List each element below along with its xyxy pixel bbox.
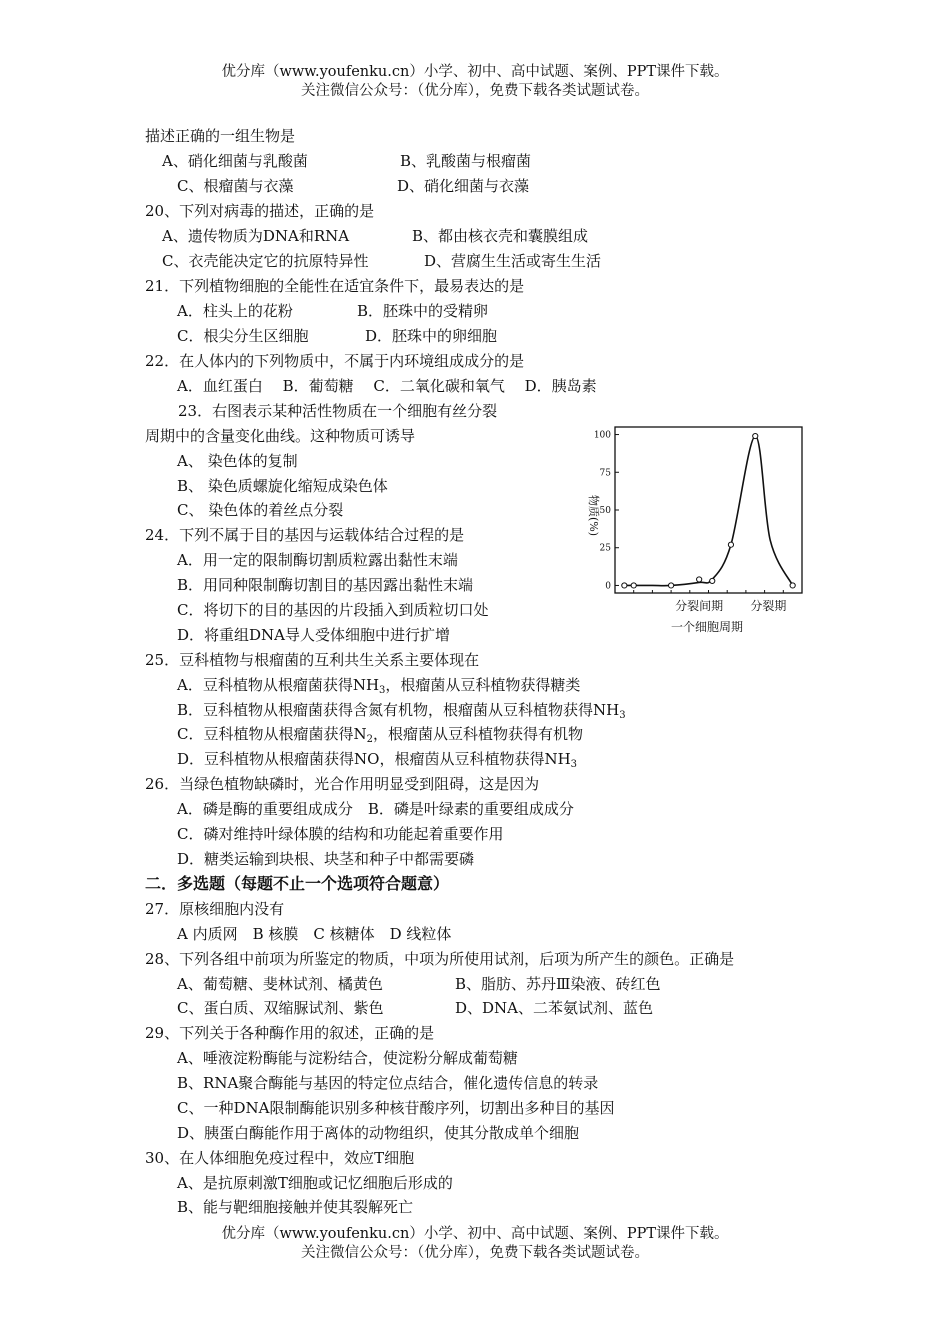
y-tick-label: 0	[605, 581, 611, 592]
q28-option-b: B、脂肪、苏丹Ⅲ染液、砖红色	[455, 975, 661, 993]
page-header	[0, 63, 950, 101]
activity-curve-chart	[570, 415, 820, 645]
q23-option-a: A、 染色体的复制	[177, 452, 298, 470]
q21-option-b: B．胚珠中的受精卵	[357, 302, 489, 320]
q27-stem: 27．原核细胞内没有	[145, 900, 285, 918]
q22-options: A．血红蛋白 B．葡萄糖 C．二氧化碳和氧气 D．胰岛素	[177, 377, 597, 395]
q26-option-c: C．磷对维持叶绿体膜的结构和功能起着重要作用	[177, 825, 504, 843]
chart-frame	[615, 427, 802, 593]
q21-stem: 21．下列植物细胞的全能性在适宜条件下，最易表达的是	[145, 277, 525, 295]
q22-stem: 22．在人体内的下列物质中，不属于内环境组成成分的是	[145, 352, 525, 370]
q24-option-b: B．用同种限制酶切割目的基因露出黏性末端	[177, 576, 474, 594]
y-tick-label: 25	[599, 543, 611, 554]
q23-stem-1: 23．右图表示某种活性物质在一个细胞有丝分裂	[178, 402, 498, 420]
q25-c-part2: ，根瘤菌从豆科植物获得有机物	[372, 725, 583, 743]
q25-stem: 25．豆科植物与根瘤菌的互利共生关系主要体现在	[145, 651, 480, 669]
q23-option-b: B、 染色质螺旋化缩短成染色体	[177, 477, 388, 495]
curve-point	[710, 578, 715, 583]
curve-point	[631, 583, 636, 588]
curve-point	[697, 577, 702, 582]
curve-point	[669, 583, 674, 588]
chart-curve	[622, 433, 796, 588]
chart-x-phase-interphase: 分裂间期	[675, 599, 724, 613]
q23-stem-2: 周期中的含量变化曲线。这种物质可诱导	[145, 427, 416, 445]
q25-d-part1: D．豆科植物从根瘤菌获得NO，根瘤茵从豆科植物获得NH	[177, 750, 571, 768]
footer-line-1: 优分库（www.youfenku.cn）小学、初中、高中试题、案例、PPT课件下载。	[221, 1226, 729, 1242]
q26-option-d: D．糖类运输到块根、块茎和种子中都需要磷	[177, 850, 475, 868]
q25-b-subscript: 3	[619, 710, 626, 721]
q19-option-a: A、硝化细菌与乳酸菌	[162, 152, 308, 170]
y-tick-label: 75	[599, 468, 611, 479]
q24-option-a: A．用一定的限制酶切割质粒露出黏性末端	[177, 551, 458, 569]
q21-option-d: D．胚珠中的卵细胞	[365, 327, 498, 345]
chart-labels	[587, 495, 786, 634]
chart-ticks	[594, 431, 783, 593]
q25-a-subscript: 3	[379, 685, 386, 696]
q30-option-b: B、能与靶细胞接触并使其裂解死亡	[177, 1198, 414, 1216]
q29-stem: 29、下列关于各种酶作用的叙述，正确的是	[145, 1024, 435, 1042]
q25-option-d	[177, 749, 577, 775]
q20-stem: 20、下列对病毒的描述，正确的是	[145, 202, 375, 220]
q24-option-d: D．将重组DNA导人受体细胞中进行扩增	[177, 626, 451, 644]
q25-d-subscript: 3	[570, 759, 578, 770]
q25-option-b	[177, 700, 626, 726]
q20-option-a: A、遗传物质为DNA和RNA	[162, 227, 350, 245]
chart-axes	[615, 427, 802, 593]
q20-option-b: B、都由核衣壳和囊膜组成	[412, 227, 589, 245]
q29-option-a: A、唾液淀粉酶能与淀粉结合，使淀粉分解成葡萄糖	[177, 1049, 518, 1067]
q24-option-c: C．将切下的目的基因的片段插入到质粒切口处	[177, 601, 489, 619]
page-footer	[0, 1225, 950, 1263]
q25-a-part2: ，根瘤菌从豆科植物获得糖类	[385, 676, 581, 694]
q19-option-d: D、硝化细菌与衣藻	[397, 177, 530, 195]
q25-a-part1: A．豆科植物从根瘤菌获得NH	[177, 676, 380, 694]
q19-stem-tail: 描述正确的一组生物是	[145, 127, 296, 145]
q29-option-d: D、胰蛋白酶能作用于离体的动物组织，使其分散成单个细胞	[177, 1124, 580, 1142]
q25-option-c	[177, 724, 583, 750]
header-line-2: 关注微信公众号：（优分库），免费下载各类试题试卷。	[301, 83, 649, 99]
curve-peak-point	[753, 433, 758, 438]
q25-option-a	[177, 675, 580, 701]
q23-option-c: C、 染色体的着丝点分裂	[177, 501, 344, 519]
q28-stem: 28、下列各组中前项为所鉴定的物质，中项为所使用试剂，后项为所产生的颜色。正确是	[145, 950, 735, 968]
section-heading-multiple-choice: 二．多选题（每题不止一个选项符合题意）	[145, 874, 450, 893]
q19-option-b: B、乳酸菌与根瘤菌	[400, 152, 532, 170]
q28-option-c: C、蛋白质、双缩脲试剂、紫色	[177, 999, 384, 1017]
q24-stem: 24．下列不属于目的基因与运载体结合过程的是	[145, 526, 465, 544]
footer-line-2: 关注微信公众号：（优分库），免费下载各类试题试卷。	[301, 1245, 649, 1261]
curve-point	[622, 583, 627, 588]
q26-stem: 26．当绿色植物缺磷时，光合作用明显受到阻碍，这是因为	[145, 775, 540, 793]
y-tick-label: 100	[593, 430, 611, 441]
q25-b-part1: B．豆科植物从根瘤菌获得含氮有机物，根瘤菌从豆科植物获得NH	[177, 701, 620, 719]
q30-option-a: A、是抗原刺激T细胞或记忆细胞后形成的	[177, 1174, 453, 1192]
q26-options-ab: A．磷是酶的重要组成成分 B．磷是叶绿素的重要组成成分	[177, 800, 574, 818]
q30-stem: 30、在人体细胞免疫过程中，效应T细胞	[145, 1149, 415, 1167]
q29-option-c: C、一种DNA限制酶能识别多种核苷酸序列，切割出多种目的基因	[177, 1099, 615, 1117]
q28-option-d: D、DNA、二苯氨试剂、蓝色	[455, 999, 654, 1017]
q28-option-a: A、葡萄糖、斐林试剂、橘黄色	[177, 975, 383, 993]
q21-option-a: A．柱头上的花粉	[177, 302, 293, 320]
q20-option-c: C、衣壳能决定它的抗原特异性	[162, 252, 369, 270]
chart-ylabel: 物质(%)	[587, 495, 600, 537]
q20-option-d: D、营腐生生活或寄生生活	[424, 252, 602, 270]
chart-x-phase-division: 分裂期	[750, 599, 787, 613]
q25-c-part1: C．豆科植物从根瘤菌获得N	[177, 725, 367, 743]
curve-point	[790, 583, 795, 588]
q25-c-subscript: 2	[366, 734, 373, 745]
y-tick-label: 50	[599, 506, 611, 516]
chart-xlabel: 一个细胞周期	[670, 620, 744, 634]
curve-line	[624, 436, 792, 586]
curve-point	[728, 542, 733, 547]
q21-option-c: C．根尖分生区细胞	[177, 327, 309, 345]
q29-option-b: B、RNA聚合酶能与基因的特定位点结合，催化遗传信息的转录	[177, 1074, 599, 1092]
header-line-1: 优分库（www.youfenku.cn）小学、初中、高中试题、案例、PPT课件下载。	[221, 64, 729, 80]
q19-option-c: C、根瘤菌与衣藻	[177, 177, 294, 195]
q27-options: A 内质网 B 核膜 C 核糖体 D 线粒体	[177, 925, 452, 943]
